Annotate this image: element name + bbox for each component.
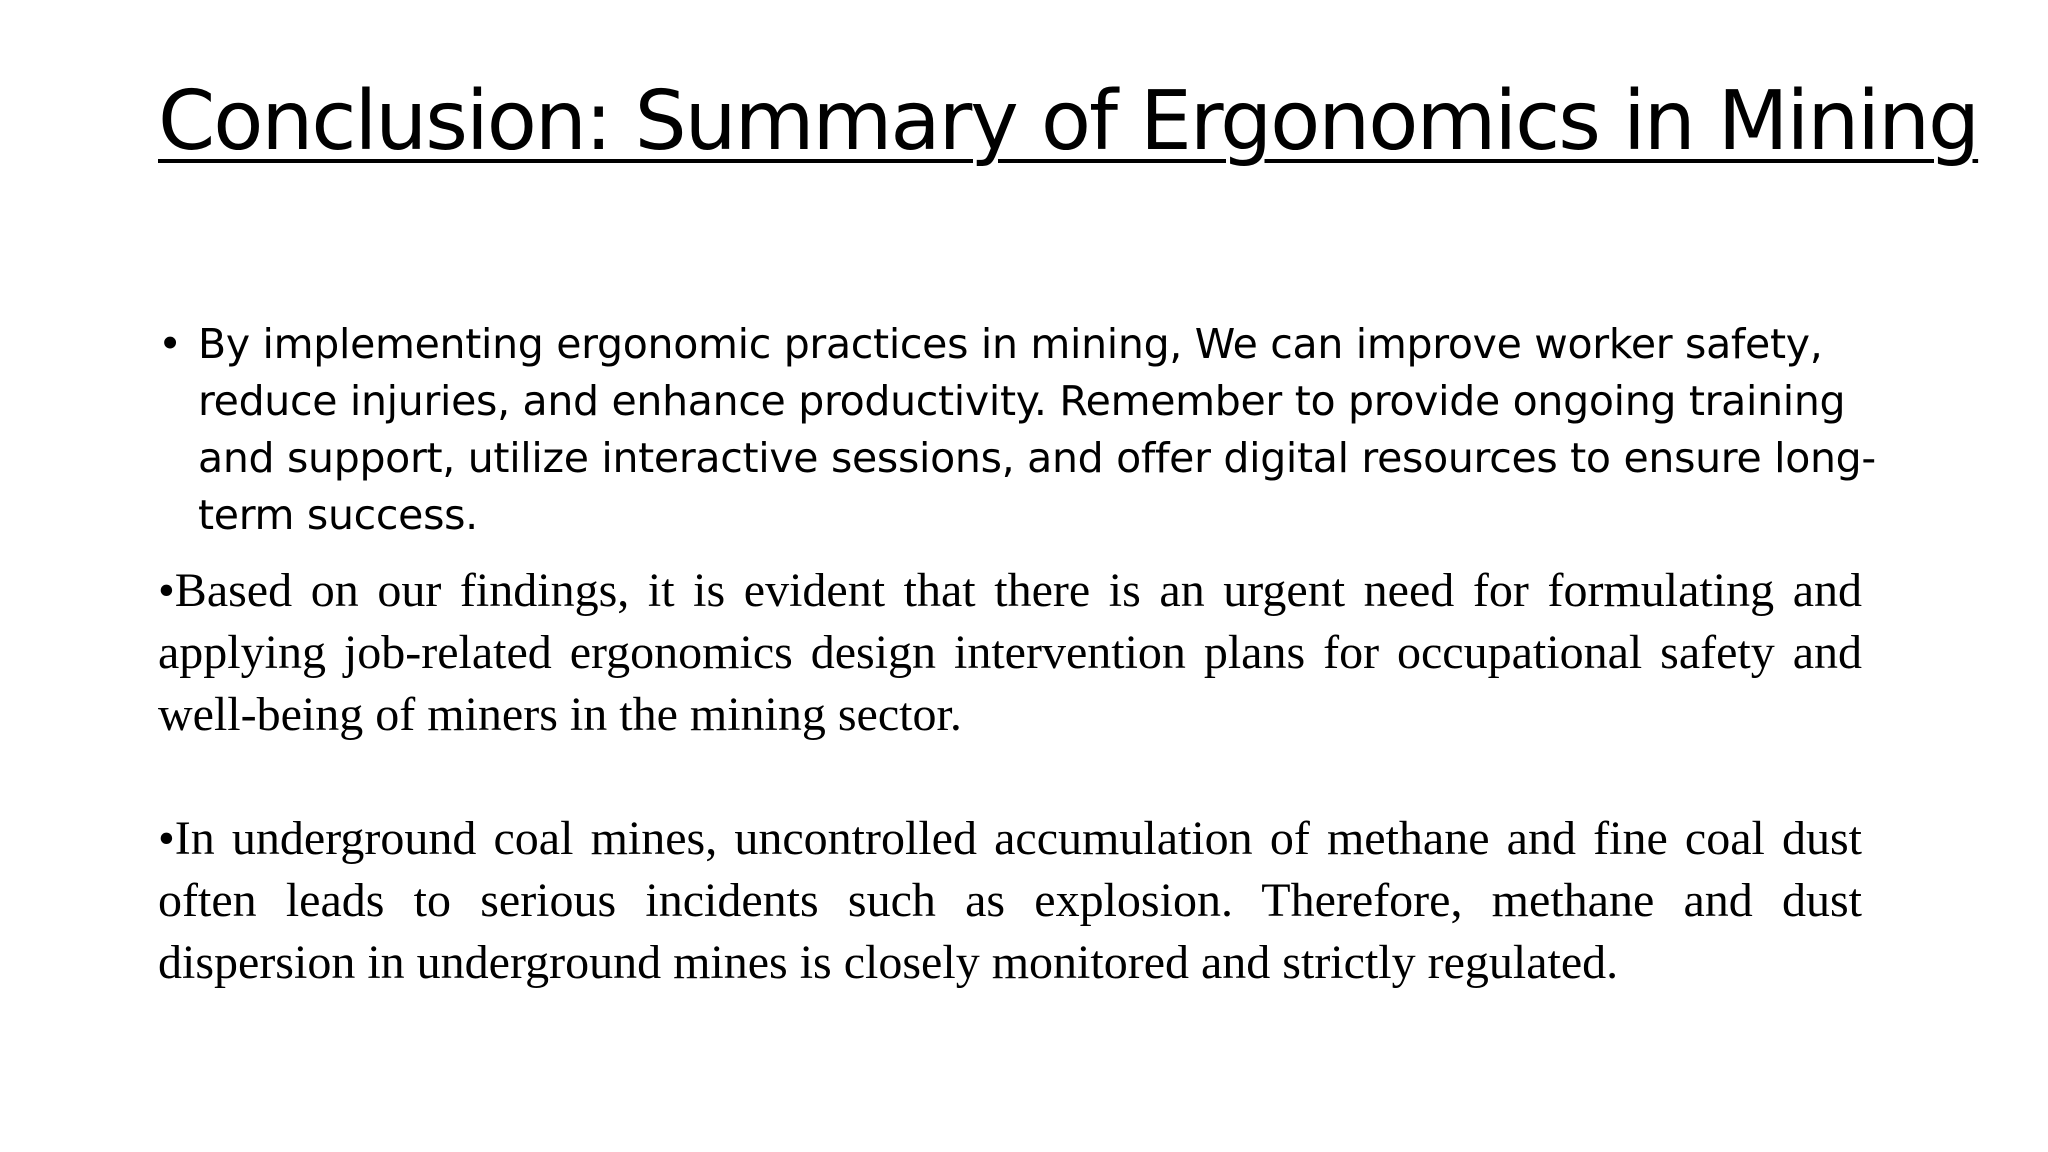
coal-mines-paragraph: •In underground coal mines, uncontrolled accumulation of methane and fine coal dust often leads to serious incidents such as explosion. Therefore, methane and dust dispersion in underground mines is closely monitored and strictly regulated. [158, 812, 1862, 989]
findings-paragraph: •Based on our findings, it is evident that there is an urgent need for formulating and applying job-related ergonomics design intervention plans for occupational safety and well-being of miners in the mining sector. [158, 564, 1862, 741]
bullet-item [158, 316, 1898, 544]
bullet-text: By implementing ergonomic practices in mining, We can improve worker safety, reduce injuries, and enhance productivity. Remember to provide ongoing training and support, utilize interactive sessions, and offer digital resources to ensure long-term success. [198, 320, 1876, 539]
slide-title: Conclusion: Summary of Ergonomics in Mining [158, 74, 1979, 169]
bullet-marker: • [158, 320, 182, 368]
